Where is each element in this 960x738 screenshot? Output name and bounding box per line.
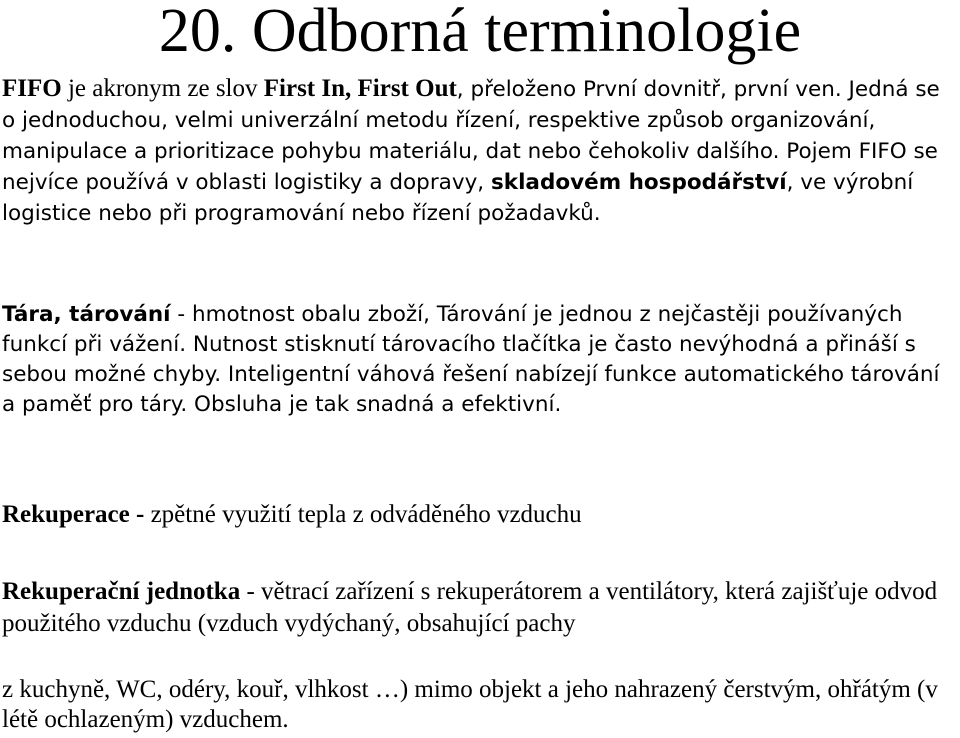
tara-text: - hmotnost obalu zboží, Tárování je jednou z nejčastěji používaných funkcí při vážení. Nutnost stisknutí tárovacího tlačítka je často nevýhodná a přináší s sebou možné chyby. Inteligentní váhová řešení nabízejí funkce automatického tárování a paměť pro táry. Obsluha je tak snadná a efektivní. bbox=[2, 302, 940, 417]
fifo-bold-term: skladovém hospodářství bbox=[490, 170, 787, 195]
tara-paragraph bbox=[2, 300, 958, 420]
fifo-term: FIFO bbox=[2, 75, 62, 102]
rekuperace-paragraph bbox=[2, 500, 958, 530]
fifo-text-1: je akronym ze slov bbox=[61, 75, 264, 102]
fifo-text-3: Jedná se o jednoduchou, velmi univerzální metodu řízení, respektive způsob organizování, manipulace a prioritizace pohybu materiálu, dat nebo čehokoliv dalšího. Pojem FIFO se nejvíce používá v oblasti logistiky a dopravy, bbox=[2, 77, 940, 195]
fifo-expansion: First In, First Out bbox=[263, 75, 457, 102]
jednotka-paragraph bbox=[2, 576, 958, 640]
page-title: 20. Odborná terminologie bbox=[158, 0, 802, 65]
fifo-text-4: , ve výrobní logistice nebo při programování nebo řízení požadavků. bbox=[2, 170, 914, 226]
jednotka-paragraph-continued: z kuchyně, WC, odéry, kouř, vlhkost …) mimo objekt a jeho nahrazený čerstvým, ohřátým (v létě ochlazeným) vzduchem. bbox=[2, 676, 938, 733]
fifo-paragraph bbox=[2, 74, 958, 229]
fifo-text-2: , přeloženo První dovnitř, první ven. bbox=[456, 77, 849, 102]
tara-term: Tára, tárování bbox=[2, 302, 171, 327]
jednotka-term: Rekuperační jednotka bbox=[2, 578, 241, 605]
jednotka-text: - větrací zařízení s rekuperátorem a ventilátory, která zajišťuje odvod použitého vzduchu (vzduch vydýchaný, obsahující pachy bbox=[2, 578, 938, 637]
rekuperace-text: zpětné využití tepla z odváděného vzduchu bbox=[150, 501, 582, 528]
rekuperace-term: Rekuperace - bbox=[2, 501, 151, 528]
